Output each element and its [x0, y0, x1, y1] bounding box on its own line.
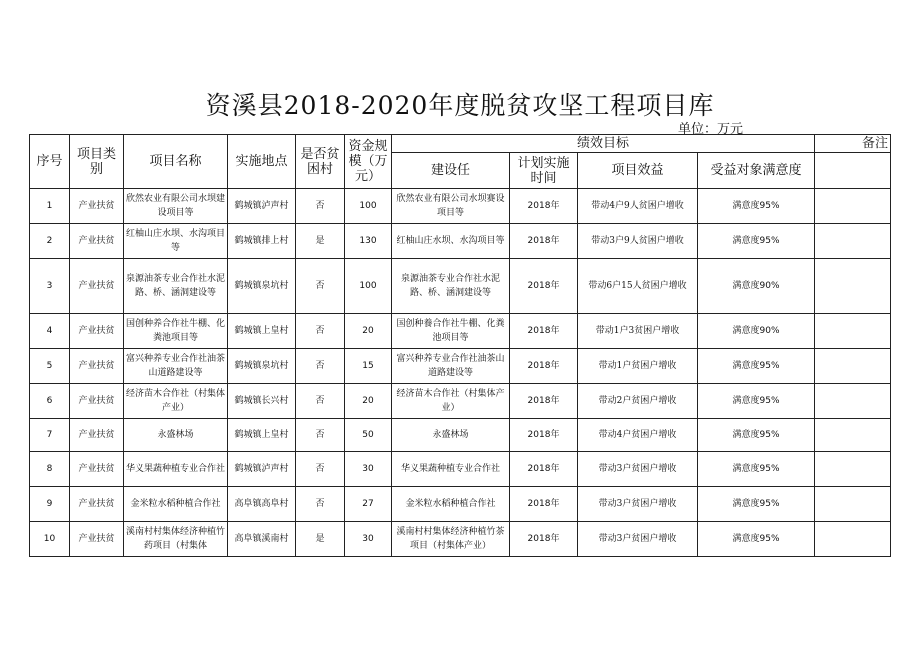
row-category: 产业扶贫	[70, 384, 124, 419]
row-funds: 20	[345, 384, 392, 419]
row-plan-time: 2018年	[510, 224, 578, 259]
row-poor-village: 否	[296, 419, 345, 452]
row-satisfaction: 满意度95%	[698, 419, 815, 452]
row-location: 鹤城镇上皇村	[228, 314, 296, 349]
header-poor-village: 是否贫困村	[296, 135, 345, 189]
row-remark	[815, 452, 891, 487]
row-benefit: 带动1户3贫困户增收	[578, 314, 698, 349]
row-category: 产业扶贫	[70, 259, 124, 314]
row-construction: 华义果蔬种植专业合作社	[392, 452, 510, 487]
row-satisfaction: 满意度95%	[698, 384, 815, 419]
header-remark-blank	[815, 153, 891, 189]
row-funds: 15	[345, 349, 392, 384]
row-funds: 27	[345, 487, 392, 522]
row-plan-time: 2018年	[510, 487, 578, 522]
row-funds: 100	[345, 259, 392, 314]
table-row	[30, 259, 891, 314]
row-seq: 6	[30, 384, 70, 419]
row-project-name: 经济苗木合作社（村集体产业）	[124, 384, 228, 419]
row-poor-village: 是	[296, 224, 345, 259]
document-title: 资溪县2018-2020年度脱贫攻坚工程项目库	[205, 91, 715, 120]
header-funds: 资金规模（万元）	[345, 135, 392, 189]
row-poor-village: 否	[296, 349, 345, 384]
row-category: 产业扶贫	[70, 314, 124, 349]
row-remark	[815, 349, 891, 384]
row-location: 鹤城镇泉坑村	[228, 349, 296, 384]
row-plan-time: 2018年	[510, 314, 578, 349]
row-poor-village: 否	[296, 314, 345, 349]
row-construction: 永盛林场	[392, 419, 510, 452]
row-satisfaction: 满意度95%	[698, 487, 815, 522]
row-remark	[815, 419, 891, 452]
row-seq: 2	[30, 224, 70, 259]
row-plan-time: 2018年	[510, 452, 578, 487]
table-row	[30, 384, 891, 419]
row-benefit: 带动3户9人贫困户增收	[578, 224, 698, 259]
row-poor-village: 否	[296, 452, 345, 487]
header-benefit: 项目效益	[578, 153, 698, 189]
row-plan-time: 2018年	[510, 384, 578, 419]
row-poor-village: 否	[296, 487, 345, 522]
row-satisfaction: 满意度95%	[698, 522, 815, 557]
row-funds: 30	[345, 452, 392, 487]
row-funds: 100	[345, 189, 392, 224]
table-row	[30, 349, 891, 384]
header-satisfaction: 受益对象满意度	[698, 153, 815, 189]
row-category: 产业扶贫	[70, 487, 124, 522]
table-row	[30, 189, 891, 224]
row-category: 产业扶贫	[70, 189, 124, 224]
row-seq: 7	[30, 419, 70, 452]
row-location: 高阜镇溪南村	[228, 522, 296, 557]
table-row	[30, 522, 891, 557]
row-satisfaction: 满意度90%	[698, 259, 815, 314]
row-seq: 5	[30, 349, 70, 384]
row-project-name: 永盛林场	[124, 419, 228, 452]
row-seq: 9	[30, 487, 70, 522]
row-category: 产业扶贫	[70, 224, 124, 259]
row-benefit: 带动1户贫困户增收	[578, 349, 698, 384]
row-project-name: 泉源油茶专业合作社水泥路、桥、涵洞建设等	[124, 259, 228, 314]
unit-label: 单位：万元	[678, 122, 744, 137]
row-remark	[815, 259, 891, 314]
row-plan-time: 2018年	[510, 349, 578, 384]
row-seq: 4	[30, 314, 70, 349]
row-location: 高阜镇高阜村	[228, 487, 296, 522]
row-funds: 30	[345, 522, 392, 557]
row-seq: 1	[30, 189, 70, 224]
row-category: 产业扶贫	[70, 349, 124, 384]
row-project-name: 华义果蔬种植专业合作社	[124, 452, 228, 487]
row-benefit: 带动4户9人贫困户增收	[578, 189, 698, 224]
row-remark	[815, 522, 891, 557]
table-row	[30, 224, 891, 259]
row-remark	[815, 487, 891, 522]
row-plan-time: 2018年	[510, 259, 578, 314]
header-name: 项目名称	[124, 135, 228, 189]
row-plan-time: 2018年	[510, 522, 578, 557]
table-body	[30, 189, 891, 557]
project-table	[29, 134, 891, 557]
row-location: 鹤城镇泉坑村	[228, 259, 296, 314]
row-project-name: 红柚山庄水坝、水沟项目等	[124, 224, 228, 259]
header-seq: 序号	[30, 135, 70, 189]
row-construction: 金米粒水稻种植合作社	[392, 487, 510, 522]
row-benefit: 带动3户贫困户增收	[578, 452, 698, 487]
row-poor-village: 否	[296, 189, 345, 224]
row-benefit: 带动2户贫困户增收	[578, 384, 698, 419]
header-performance: 绩效目标	[392, 135, 815, 153]
row-location: 鹤城镇上皇村	[228, 419, 296, 452]
row-remark	[815, 384, 891, 419]
row-plan-time: 2018年	[510, 189, 578, 224]
row-seq: 3	[30, 259, 70, 314]
row-category: 产业扶贫	[70, 452, 124, 487]
row-benefit: 带动6户15人贫困户增收	[578, 259, 698, 314]
row-poor-village: 是	[296, 522, 345, 557]
row-project-name: 欣然农业有限公司水坝建设项目等	[124, 189, 228, 224]
row-benefit: 带动3户贫困户增收	[578, 522, 698, 557]
row-category: 产业扶贫	[70, 419, 124, 452]
row-satisfaction: 满意度95%	[698, 224, 815, 259]
row-project-name: 富兴种养专业合作社油茶山道路建设等	[124, 349, 228, 384]
row-project-name: 溪南村村集体经济种植竹药项目（村集体	[124, 522, 228, 557]
row-construction: 红柚山庄水坝、水沟项目等	[392, 224, 510, 259]
row-location: 鹤城镇排上村	[228, 224, 296, 259]
header-plan-time: 计划实施时间	[510, 153, 578, 189]
row-construction: 溪南村村集体经济种植竹茶项目（村集体产业）	[392, 522, 510, 557]
row-satisfaction: 满意度90%	[698, 314, 815, 349]
header-location: 实施地点	[228, 135, 296, 189]
row-construction: 泉源油茶专业合作社水泥路、桥、涵洞建设等	[392, 259, 510, 314]
row-construction: 国创种養合作社牛棚、化粪池项目等	[392, 314, 510, 349]
row-category: 产业扶贫	[70, 522, 124, 557]
table-row	[30, 419, 891, 452]
row-location: 鹤城镇泸声村	[228, 189, 296, 224]
header-category: 项目类别	[70, 135, 124, 189]
table-row	[30, 314, 891, 349]
row-remark	[815, 189, 891, 224]
row-plan-time: 2018年	[510, 419, 578, 452]
row-funds: 20	[345, 314, 392, 349]
header-remark: 备注	[815, 135, 891, 153]
row-satisfaction: 满意度95%	[698, 349, 815, 384]
row-satisfaction: 满意度95%	[698, 452, 815, 487]
row-funds: 130	[345, 224, 392, 259]
row-benefit: 带动4户贫困户增收	[578, 419, 698, 452]
row-poor-village: 否	[296, 259, 345, 314]
row-satisfaction: 满意度95%	[698, 189, 815, 224]
row-poor-village: 否	[296, 384, 345, 419]
row-construction: 经济苗木合作社（村集体产业）	[392, 384, 510, 419]
table-row	[30, 487, 891, 522]
row-location: 鹤城镇泸声村	[228, 452, 296, 487]
header-construction: 建设任	[392, 153, 510, 189]
row-construction: 富兴种养专业合作社油茶山道路建设等	[392, 349, 510, 384]
row-benefit: 带动3户贫困户增收	[578, 487, 698, 522]
row-remark	[815, 314, 891, 349]
row-remark	[815, 224, 891, 259]
row-project-name: 国创种养合作社牛棚、化粪池项目等	[124, 314, 228, 349]
row-project-name: 金米粒水稻种植合作社	[124, 487, 228, 522]
row-seq: 8	[30, 452, 70, 487]
table-row	[30, 452, 891, 487]
row-funds: 50	[345, 419, 392, 452]
row-seq: 10	[30, 522, 70, 557]
row-construction: 欣然农业有限公司水坝赛设项目等	[392, 189, 510, 224]
row-location: 鹤城镇长兴村	[228, 384, 296, 419]
